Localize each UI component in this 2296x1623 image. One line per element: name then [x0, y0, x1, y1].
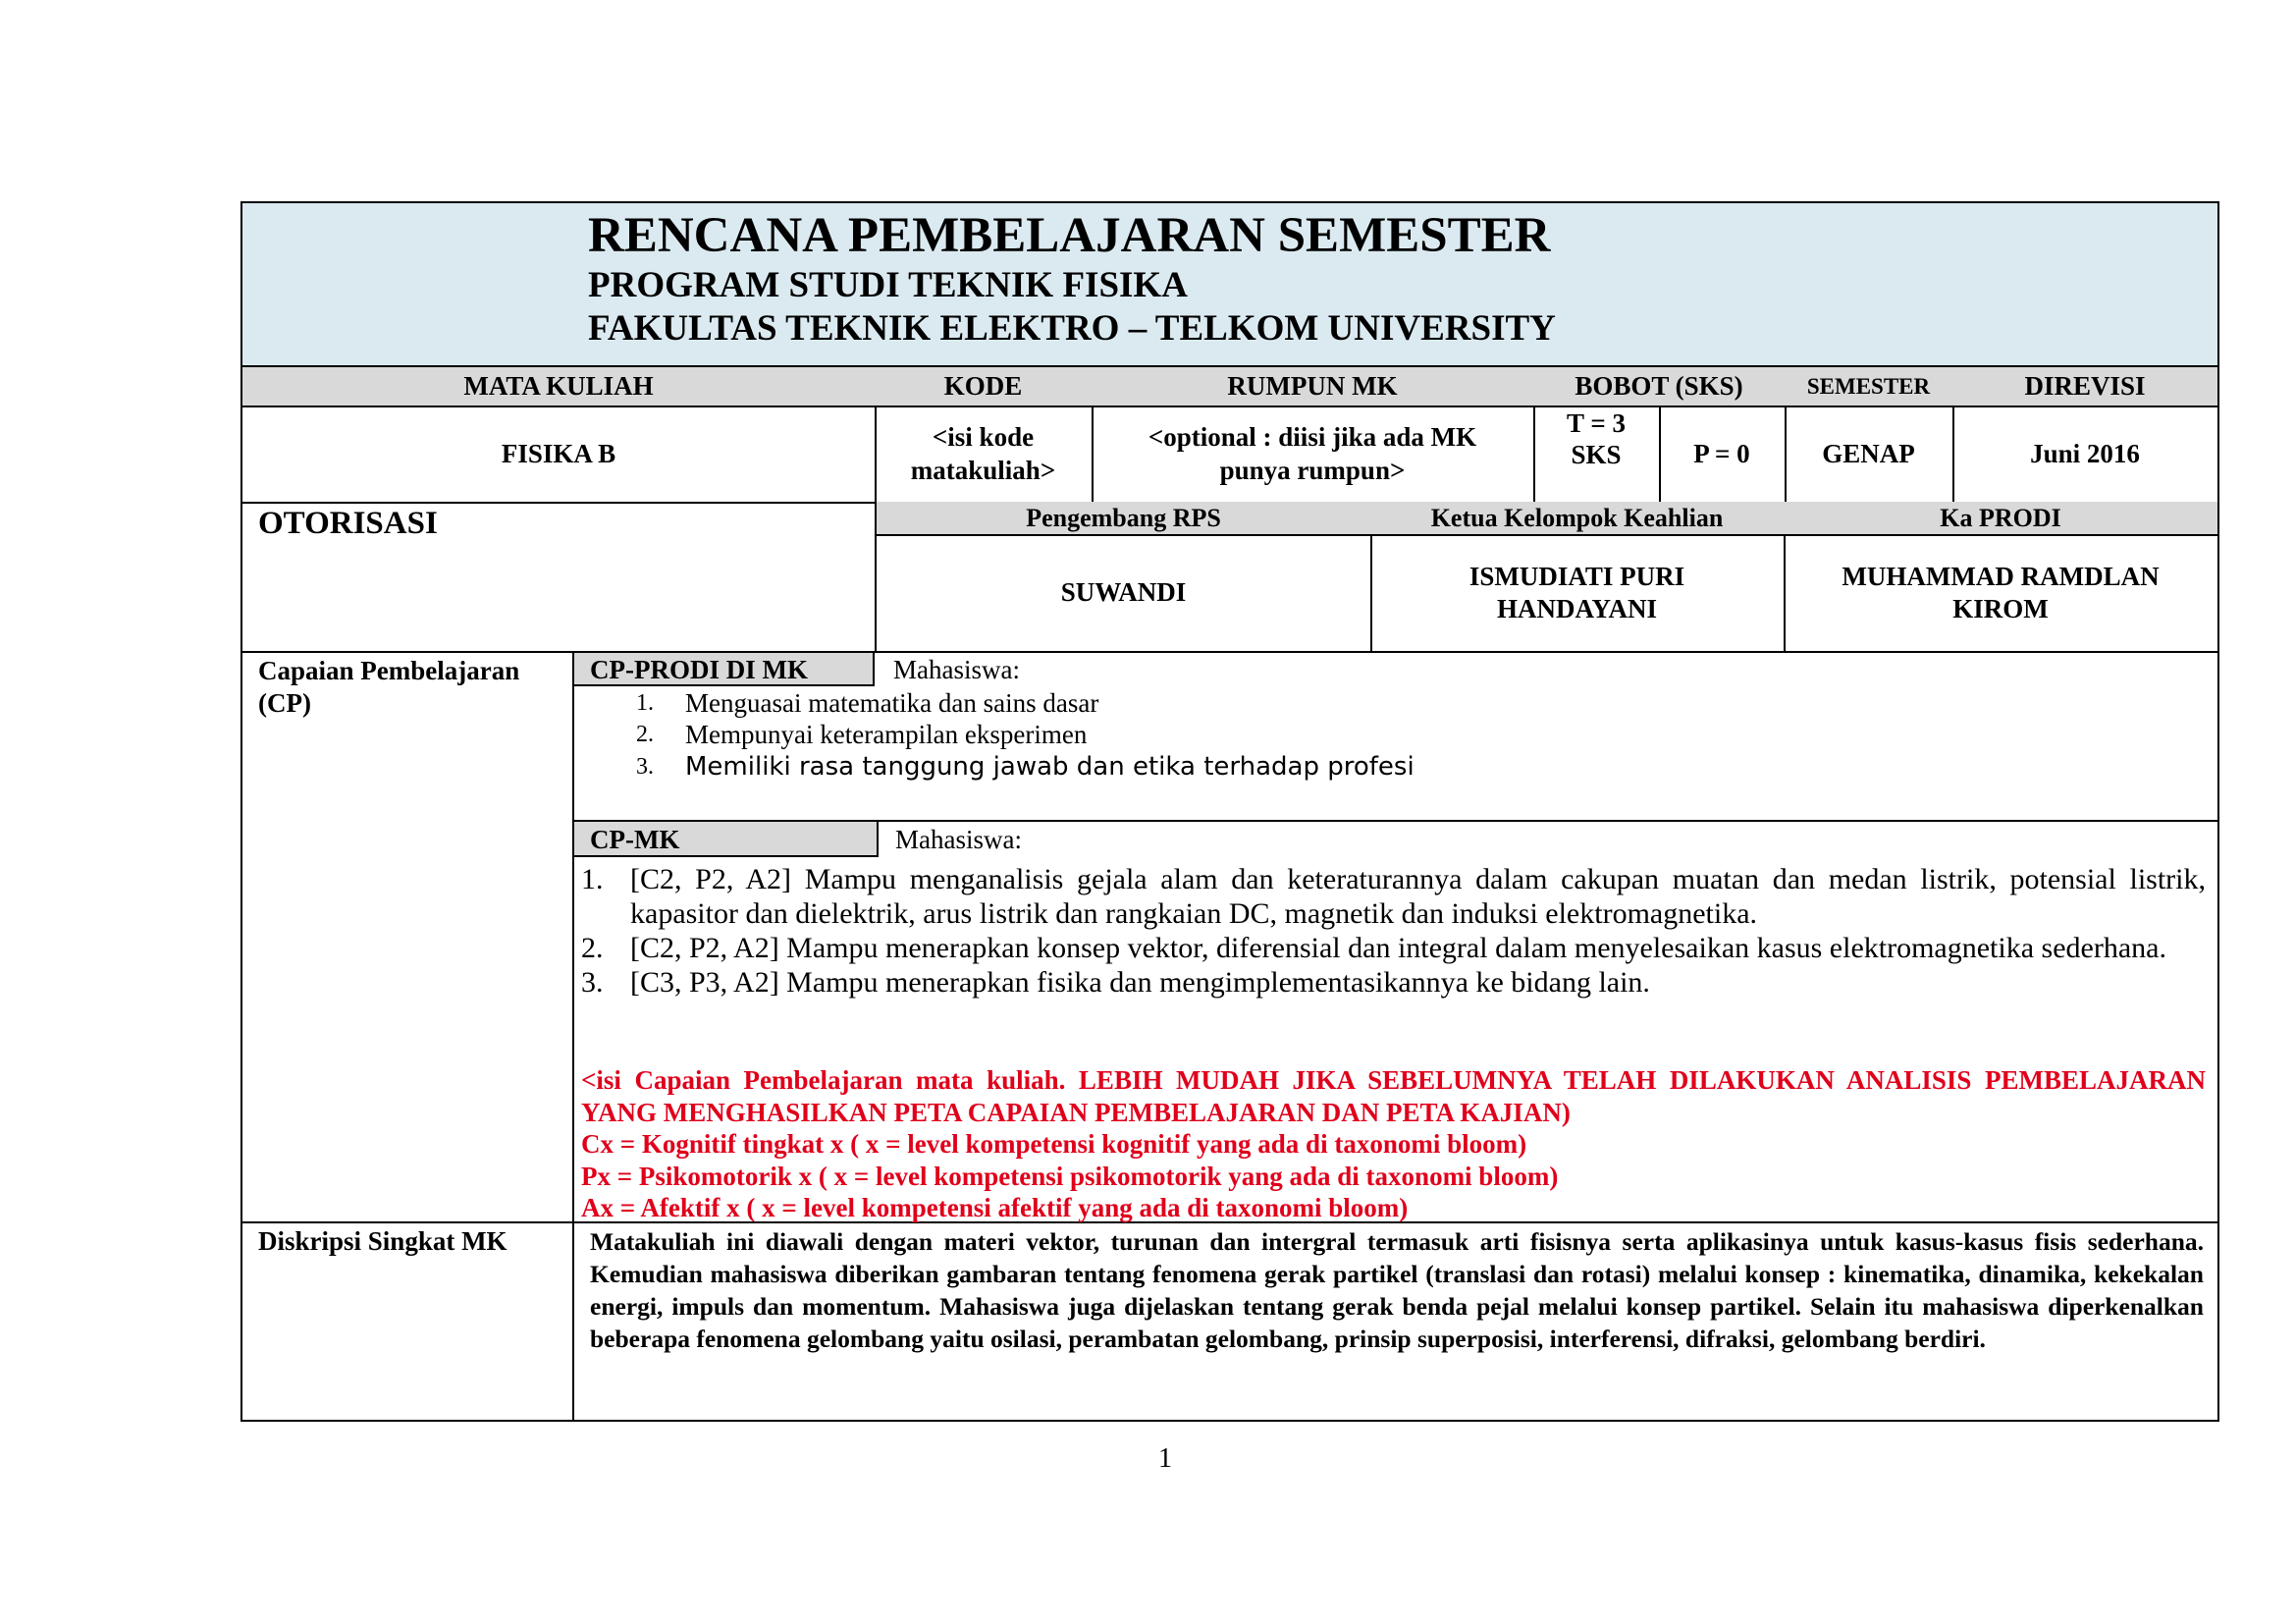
cp-prodi-item-3 [636, 750, 2207, 784]
otorisasi-kaprodi-name [1784, 534, 2219, 653]
otorisasi-pengembang-name: SUWANDI [875, 534, 1372, 653]
cp-mk-item-text: [C2, P2, A2] Mampu menganalisis gejala alam dan keteraturannya dalam cakupan muatan dan medan listrik, potensial listrik, kapasitor dan dielektrik, arus listrik dan rangkaian DC, magnetik dan induksi elektromagnetika. [630, 863, 2206, 930]
cp-prodi-item-text: Mempunyai keterampilan eksperimen [685, 719, 1088, 749]
cp-label-line1: Capaian Pembelajaran [258, 656, 520, 685]
cp-prodi-item-num: 3. [636, 753, 654, 780]
kaprodi-name-line1: MUHAMMAD RAMDLAN [1842, 561, 2160, 591]
cp-prodi-item-2 [636, 719, 2207, 750]
col-header-direvisi: DIREVISI [1952, 365, 2219, 407]
course-rumpun-line1: <optional : diisi jika ada MK [1148, 422, 1477, 452]
course-name: FISIKA B [240, 406, 877, 504]
course-direvisi: Juni 2016 [1952, 406, 2219, 504]
cp-mk-note-cx: Cx = Kognitif tingkat x ( x = level kompetensi kognitif yang ada di taxonomi bloom) [581, 1129, 1527, 1159]
otorisasi-ketua-name [1370, 534, 1786, 653]
cp-prodi-item-num: 2. [636, 721, 654, 747]
cp-mk-list [581, 862, 2206, 1000]
cp-mk-note-px: Px = Psikomotorik x ( x = level kompetensi psikomotorik yang ada di taxonomi bloom) [581, 1161, 1559, 1191]
col-header-bobot: BOBOT (SKS) [1533, 365, 1787, 407]
course-bobot-p: P = 0 [1659, 406, 1787, 504]
course-code [875, 406, 1094, 504]
course-code-line2: matakuliah> [910, 456, 1056, 485]
cp-label-line2: (CP) [258, 688, 311, 718]
cp-mk-item-text: [C2, P2, A2] Mampu menerapkan konsep vektor, diferensial dan integral dalam menyelesaikan kasus elektromagnetika sederhana. [630, 932, 2166, 964]
cp-prodi-label: CP-PRODI DI MK [574, 653, 875, 686]
cp-mk-item-2 [581, 931, 2206, 965]
cp-mk-item-3 [581, 965, 2206, 1000]
cp-prodi-item-text: Memiliki rasa tanggung jawab dan etika terhadap profesi [685, 752, 1415, 782]
kaprodi-name-line2: KIROM [1952, 593, 2049, 623]
otorisasi-header-pengembang: Pengembang RPS [875, 502, 1372, 536]
page-number: 1 [1158, 1443, 1172, 1474]
cp-mk-intro: Mahasiswa: [895, 825, 1022, 854]
cp-mk-item-num: 3. [581, 966, 604, 999]
col-header-kode: KODE [875, 365, 1094, 407]
cp-prodi-intro: Mahasiswa: [893, 655, 1020, 684]
cp-prodi-list [636, 687, 2207, 784]
cp-mk-item-num: 1. [581, 863, 604, 895]
course-rumpun-line2: punya rumpun> [1219, 456, 1406, 485]
header-title-cell [572, 201, 2219, 366]
cp-mk-item-1 [581, 862, 2206, 931]
otorisasi-header-kaprodi: Ka PRODI [1784, 502, 2219, 536]
otorisasi-label: OTORISASI [240, 502, 877, 653]
cp-prodi-item-1 [636, 687, 2207, 719]
cp-mk-item-text: [C3, P3, A2] Mampu menerapkan fisika dan mengimplementasikannya ke bidang lain. [630, 966, 1650, 999]
header-left-cell [240, 201, 574, 366]
cp-mk-label: CP-MK [574, 822, 879, 857]
cp-prodi-item-text: Menguasai matematika dan sains dasar [685, 687, 1099, 718]
deskripsi-text: Matakuliah ini diawali dengan materi vektor, turunan dan intergral termasuk arti fisisnya serta aplikasinya untuk kasus-kasus fisis sederhana. Kemudian mahasiswa diberikan gambaran tentang fenomena gerak partikel (translasi dan rotasi) melalui konsep : kinematika, dinamika, kekekalan energi, impuls dan momentum. Mahasiswa juga dijelaskan tentang gerak benda pejal melalui konsep partikel. Selain itu mahasiswa diperkenalkan beberapa fenomena gelombang yaitu osilasi, perambatan gelombang, prinsip superposisi, interferensi, difraksi, gelombang berdiri. [572, 1221, 2219, 1422]
course-semester: GENAP [1785, 406, 1954, 504]
col-header-semester: SEMESTER [1785, 365, 1954, 407]
page-subtitle: PROGRAM STUDI TEKNIK FISIKA [588, 265, 1188, 305]
cp-mk-note [581, 1064, 2206, 1224]
cp-mk-item-num: 2. [581, 932, 604, 964]
cp-label [240, 651, 574, 1223]
col-header-mata-kuliah: MATA KULIAH [240, 365, 877, 407]
course-code-line1: <isi kode [932, 422, 1035, 452]
col-header-rumpun: RUMPUN MK [1092, 365, 1535, 407]
bobot-t-line1: T = 3 [1567, 408, 1626, 438]
course-rumpun [1092, 406, 1535, 504]
cp-mk-note-intro: <isi Capaian Pembelajaran mata kuliah. LEBIH MUDAH JIKA SEBELUMNYA TELAH DILAKUKAN ANALISIS PEMBELAJARAN YANG MENGHASILKAN PETA CAPAIAN PEMBELAJARAN DAN PETA KAJIAN) [581, 1065, 2206, 1127]
otorisasi-header-ketua: Ketua Kelompok Keahlian [1370, 502, 1786, 536]
ketua-name-line2: HANDAYANI [1496, 593, 1658, 623]
course-bobot-t [1533, 406, 1661, 504]
faculty-title: FAKULTAS TEKNIK ELEKTRO – TELKOM UNIVERSITY [588, 308, 1556, 349]
cp-prodi-item-num: 1. [636, 689, 654, 716]
bobot-t-line2: SKS [1571, 440, 1622, 469]
ketua-name-line1: ISMUDIATI PURI [1468, 561, 1685, 591]
page-title: RENCANA PEMBELAJARAN SEMESTER [588, 208, 1551, 263]
deskripsi-label: Diskripsi Singkat MK [240, 1221, 574, 1422]
cp-mk-note-ax: Ax = Afektif x ( x = level kompetensi afektif yang ada di taxonomi bloom) [581, 1193, 1409, 1222]
